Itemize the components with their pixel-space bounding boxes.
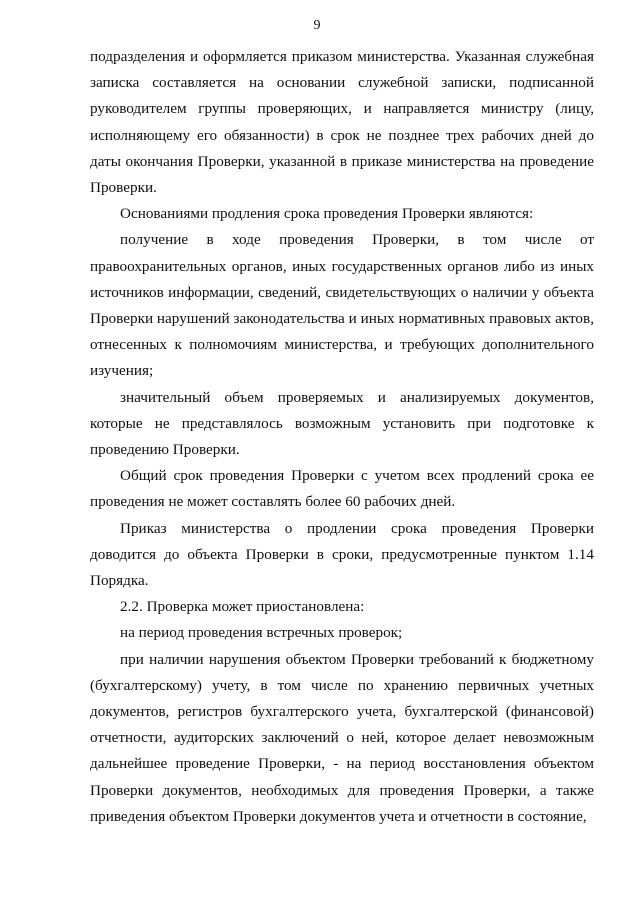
- paragraph-extension-grounds: Основаниями продления срока проведения Проверки являются:: [120, 205, 534, 223]
- paragraph-section-2-2: 2.2. Проверка может приостановлена:: [120, 598, 365, 616]
- paragraph-accounting-violation: при наличии нарушения объектом Проверки требований к бюджетному (бухгалтерскому) учету, в том числе по хранению первичных учетных документов, регистров бухгалтерского учета, бухгалтерской (финансовой) отчетности, аудиторских заключений о ней, которое делает невозможным дальнейшее проведение Проверки, - на период восстановления объектом Проверки документов, необходимых для проведения Проверки, а также приведения объектом Проверки документов учета и отчетности в состояние,: [90, 650, 594, 825]
- paragraph-continuation: подразделения и оформляется приказом министерства. Указанная служебная записка составляется на основании служебной записки, подписанной руководителем группы проверяющих, и направляется министру (лицу, исполняющему его обязанности) в срок не позднее трех рабочих дней до даты окончания Проверки, указанной в приказе министерства на проведение Проверки.: [90, 48, 594, 197]
- paragraph-ground-information: получение в ходе проведения Проверки, в том числе от правоохранительных органов, иных государственных органов либо из иных источников информации, сведений, свидетельствующих о наличии у объекта Проверки нарушений законодательства и иных нормативных правовых актов, отнесенных к полномочиям министерства, и требующих дополнительного изучения;: [90, 231, 594, 380]
- paragraph-order-notice: Приказ министерства о продлении срока проведения Проверки доводится до объекта Проверки в сроки, предусмотренные пунктом 1.14 Порядка.: [90, 519, 594, 590]
- page-number: 9: [313, 18, 321, 33]
- paragraph-total-term: Общий срок проведения Проверки с учетом всех продлений срока ее проведения не может составлять более 60 рабочих дней.: [90, 467, 594, 511]
- document-body: [90, 44, 594, 830]
- paragraph-counter-checks: на период проведения встречных проверок;: [120, 624, 403, 642]
- paragraph-ground-volume: значительный объем проверяемых и анализируемых документов, которые не представлялось возможным установить при подготовке к проведению Проверки.: [90, 388, 594, 459]
